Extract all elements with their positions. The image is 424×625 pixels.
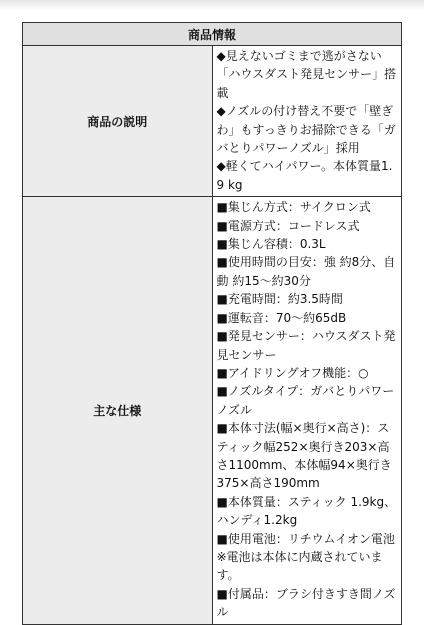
spec-line: ■充電時間：約3.5時間 [216,292,343,307]
description-line: ◆見えないゴミまで逃がさない「ハウスダスト発見センサー」搭載 [216,49,397,100]
spec-line: ■本体寸法(幅×奥行×高さ)：スティック幅252×奥行き203×高さ1100mm、本体幅94×奥行き375×高さ190mm [216,421,392,491]
spec-line: ■ノズルタイプ：ガバとりパワーノズル [216,384,395,417]
row-label-specs: 主な仕様 [23,197,213,624]
spec-line: ■本体質量：スティック 1.9kg、ハンディ1.2kg [216,494,397,528]
spec-line: ■運転音：70～約65dB [216,310,347,325]
spec-line: ■電源方式：コードレス式 [216,218,360,233]
table-header-row [23,23,402,46]
description-line: ◆ノズルの付け替え不要で「壁ぎわ」もすっきりお掃除できる「ガバとりパワーノズル」採用 [216,104,396,156]
product-info-table [22,22,402,625]
top-shadow [0,0,424,10]
row-label-description: 商品の説明 [23,46,213,197]
table-row [23,46,402,197]
table-header: 商品情報 [23,23,402,46]
description-content [212,46,402,197]
spec-line: ■集じん方式：サイクロン式 [216,200,371,215]
spec-line: ■発見センサー：ハウスダスト発見センサー [216,329,396,362]
spec-line: ■使用時間の目安：強 約8分、自動 約15～約30分 [216,255,396,288]
spec-line: ■アイドリングオフ機能：○ [216,365,369,380]
spec-line: ■集じん容積：0.3L [216,237,326,252]
description-line: ◆軽くてハイパワー。本体質量1.9 kg [216,159,393,192]
spec-line: ■使用電池：リチウムイオン電池※電池は本体に内蔵されています。 [216,531,395,583]
spec-line: ■付属品：ブラシ付きすき間ノズル [216,586,396,620]
table-row [23,197,402,624]
specs-content [212,197,402,624]
